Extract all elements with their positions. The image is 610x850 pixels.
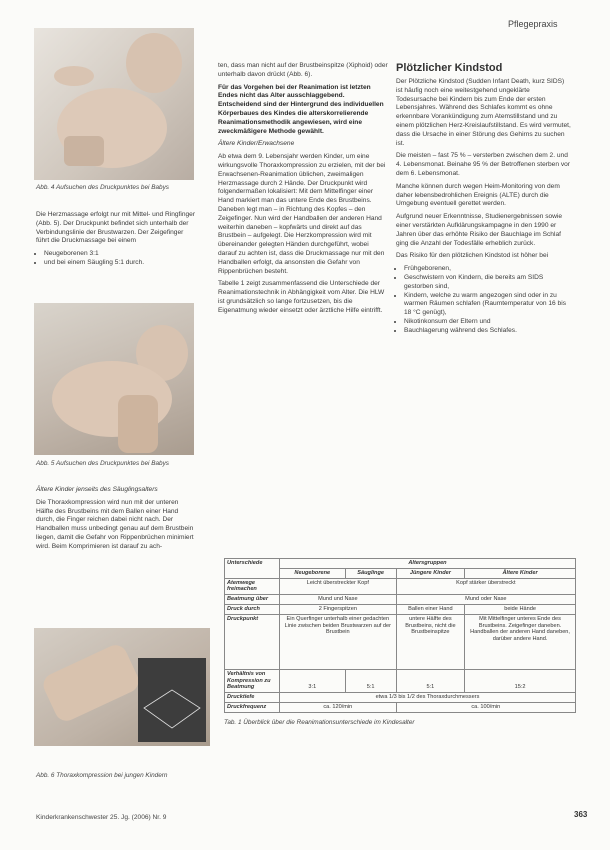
right-para-4: Aufgrund neuer Erkenntnisse, Studienergebnissen sowie einer verstärkten Aufklärungskampagne in den 1990 er Jahren über das erhöhte Risiko der Bauchlage im Schlaf ging die Anzahl der Todesfälle erheblich zurück.	[396, 213, 563, 247]
compression-illustration	[34, 628, 210, 746]
row-label: Atemwege freimachen	[225, 578, 280, 595]
table-row	[225, 669, 576, 692]
table-caption: Tab. 1 Überblick über die Reanimationsunterschiede im Kindesalter	[224, 718, 415, 726]
caption-fig-4: Abb. 4 Aufsuchen des Druckpunktes bei Babys	[36, 184, 169, 191]
table-row	[225, 614, 576, 669]
right-para-5: Das Risiko für den plötzlichen Kindstod ist höher bei	[396, 252, 549, 260]
table-cell: 5:1	[345, 669, 396, 692]
baby-illustration-1	[34, 28, 194, 180]
list-item: • Geschwistern von Kindern, die bereits am SIDS gestorben sind,	[404, 274, 572, 292]
right-heading: Plötzlicher Kindstod	[396, 62, 503, 74]
footer-journal: Kinderkrankenschwester 25. Jg. (2006) Nr. 9	[36, 814, 167, 821]
table-cell: ca. 100/min	[396, 702, 575, 712]
row-label: Beatmung über	[225, 595, 280, 605]
table-row	[225, 604, 576, 614]
reanimation-table	[224, 558, 576, 713]
table-cell: Ein Querfinger unterhalb einer gedachten Linie zwischen beiden Brustwarzen auf der Brustbein	[280, 614, 397, 669]
list-item: • Frühgeborenen,	[404, 265, 572, 274]
caption-fig-6: Abb. 6 Thoraxkompression bei jungen Kindern	[36, 772, 168, 779]
right-para-1: Der Plötzliche Kindstod (Sudden Infant Death, kurz SIDS) ist häufig noch eine weitestgehend ungeklärte Todesursache bei Kindern bis zum Ende der ersten Lebensjahres. Während des Schlafes kommt es ohne erkennbare Vorankündigung zum Atemstillstand und zu einem plötzlichen Herz-Kreislaufstillstand. Es wird vermutet, dass die Ursache in einer Störung des Gehirns zu suchen ist.	[396, 78, 571, 147]
table-cell: 5:1	[396, 669, 464, 692]
table-cell: Leicht überstreckter Kopf	[280, 578, 397, 595]
th-group: Säuglinge	[345, 568, 396, 578]
table-row	[225, 702, 576, 712]
table-cell: 3:1	[280, 669, 346, 692]
table-cell: etwa 1/3 bis 1/2 des Thoraxdurchmessers	[280, 693, 576, 703]
table-cell: ca. 120/min	[280, 702, 397, 712]
list-item: • Neugeborenen 3:1	[44, 250, 196, 259]
table-cell: Ballen einer Hand	[396, 604, 464, 614]
right-para-2: Die meisten – fast 75 % – versterben zwischen dem 2. und 4. Lebensmonat. Beinahe 95 % der Betroffenen sterben vor dem 6. Lebensmonat.	[396, 152, 570, 177]
th-group: Ältere Kinder	[465, 568, 576, 578]
middle-para-1: ten, dass man nicht auf der Brustbeinspitze (Xiphoid) oder unterhalb davon drückt (Abb. 6).	[218, 62, 388, 78]
table-cell: Mund und Nase	[280, 595, 397, 605]
photo-child-compression	[34, 628, 210, 746]
row-label: Druckfrequenz	[225, 702, 280, 712]
baby-illustration-2	[34, 303, 194, 455]
left-subhead: Ältere Kinder jenseits des Säuglingsalters	[36, 486, 158, 493]
th-unterschiede: Unterschiede	[225, 559, 280, 579]
middle-column	[218, 62, 388, 320]
middle-para-bold: Für das Vorgehen bei der Reanimation ist letzten Endes nicht das Alter ausschlaggebend. Entscheidend sind der Hintergrund des individuellen Körperbaues des Kindes die alterskorrelierende Reanimationsmethodik angewiesen, wird eine zweckmäßigere Methode gewählt.	[218, 83, 384, 135]
middle-para-4: Tabelle 1 zeigt zusammenfassend die Unterschiede der Reanimationstechnik in Abhängigkeit vom Alter. Die HLW ist grundsätzlich so lange fortzusetzen, bis die Eigenatmung wieder einsetzt oder ärztliche Hilfe eintrifft.	[218, 280, 385, 314]
table-cell: Kopf stärker überstreckt	[396, 578, 575, 595]
caption-fig-5: Abb. 5 Aufsuchen des Druckpunktes bei Babys	[36, 460, 169, 467]
table-cell: Mund oder Nase	[396, 595, 575, 605]
list-item: • Kindern, welche zu warm angezogen sind oder in zu warmen Räumen schlafen (Raumtemperatur von 16 bis 18 °C genügt),	[404, 292, 572, 318]
row-label: Verhältnis von Kompression zu Beatmung	[225, 669, 280, 692]
table-cell: untere Hälfte des Brustbeins, nicht die Brustbeinspitze	[396, 614, 464, 669]
middle-subhead: Ältere Kinder/Erwachsene	[218, 140, 295, 148]
table-row	[225, 595, 576, 605]
table-cell: 15:2	[465, 669, 576, 692]
table-cell: beide Hände	[465, 604, 576, 614]
th-group: Neugeborene	[280, 568, 346, 578]
row-label: Druckpunkt	[225, 614, 280, 669]
list-item: • Bauchlagerung während des Schlafes.	[404, 327, 572, 336]
photo-baby-1	[34, 28, 194, 180]
table-container	[224, 558, 576, 727]
right-para-3: Manche können durch wegen Heim-Monitoring von dem daher lebensbedrohlichen Ereignis (ALTE) durch die Umgebung eventuell gerettet werden.	[396, 182, 560, 208]
th-altersgruppen: Altersgruppen	[280, 559, 576, 569]
left-para-1: Die Herzmassage erfolgt nur mit Mittel- und Ringfinger (Abb. 5). Der Druckpunkt befindet sich unterhalb der Verbindungslinie der Brustwarzen. Der Zeigefinger führt die Druckmassage bei einem • Neugeborenen 3:1 • und bei einem Säugling 5:1 durch.	[36, 211, 196, 268]
list-item: • Nikotinkonsum der Eltern und	[404, 318, 572, 327]
table-cell: Mit Mittelfinger unteres Ende des Brustbeins. Zeigefinger daneben. Handballen der anderen Hand daneben, darüber andere Hand.	[465, 614, 576, 669]
list-item: • und bei einem Säugling 5:1 durch.	[44, 259, 196, 268]
left-para-2: Ältere Kinder jenseits des Säuglingsalters Die Thoraxkompression wird nun mit der unteren Hälfte des Brustbeins mit dem Ballen einer Hand durch, die Finger reichen dabei nicht nach. Der Handballen muss unbedingt genau auf dem Brustbein liegen, damit die Gefahr von Rippenbrüchen minimiert wird. Beim Komprimieren ist darauf zu ach-	[36, 486, 196, 556]
section-header: Pflegepraxis	[508, 19, 558, 29]
row-label: Druck durch	[225, 604, 280, 614]
risk-list	[396, 265, 572, 335]
row-label: Drucktiefe	[225, 693, 280, 703]
table-row	[225, 693, 576, 703]
middle-para-3: Ab etwa dem 9. Lebensjahr werden Kinder, um eine wirkungsvolle Thoraxkompression zu erzielen, mit der bei Erwachsenen-Reanimation üblichen, zweimaligen Herzmassage durch 2 Hände. Der Druckpunkt wird folgendermaßen lokalisiert: Mit dem Mittelfinger einer Hand markiert man das untere Ende des Brustbeins. Daneben legt man – in Richtung des Kopfes – den Zeigefinger. Nun wird der Handballen der anderen Hand weiterhin daneben – kopfwärts und direkt auf das Brustbein – aufgelegt. Die Herzkompression wird mit übereinander gelegten Händen durchgeführt, wobei darauf zu achten ist, dass die Druckmassage nur mit den Handballen erfolgt, da ansonsten die Gefahr von Rippenbrüchen besteht.	[218, 153, 386, 275]
th-group: Jüngere Kinder	[396, 568, 464, 578]
right-column	[396, 62, 572, 336]
table-cell: 2 Fingerspitzen	[280, 604, 397, 614]
left-bullets	[36, 250, 196, 268]
page-number: 363	[574, 810, 588, 819]
table-row	[225, 578, 576, 595]
photo-baby-2	[34, 303, 194, 455]
